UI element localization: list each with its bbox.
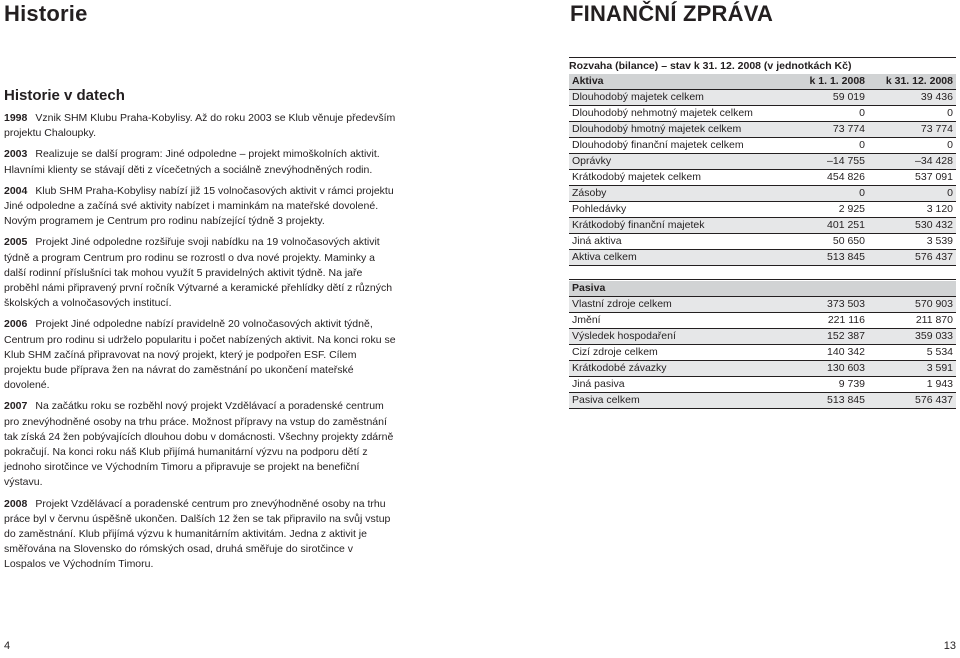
assets-row [569, 202, 956, 218]
assets-value-start: 2 925 [780, 202, 868, 218]
assets-value-start: –14 755 [780, 154, 868, 170]
assets-header-label: Aktiva [569, 74, 780, 90]
timeline-entry [4, 317, 396, 393]
assets-row-label: Dlouhodobý nehmotný majetek celkem [569, 106, 780, 122]
balance-sheet-title: Rozvaha (bilance) – stav k 31. 12. 2008 (v jednotkách Kč) [569, 57, 956, 74]
assets-row [569, 218, 956, 234]
assets-row-label: Aktiva celkem [569, 250, 780, 266]
assets-header-col1: k 1. 1. 2008 [780, 74, 868, 90]
assets-header-col2: k 31. 12. 2008 [868, 74, 956, 90]
assets-row [569, 170, 956, 186]
liabilities-row-label: Výsledek hospodaření [569, 329, 780, 345]
assets-row [569, 154, 956, 170]
assets-row-label: Zásoby [569, 186, 780, 202]
assets-value-start: 401 251 [780, 218, 868, 234]
entry-text: Projekt Jiné odpoledne rozšiřuje svoji nabídku na 19 volnočasových aktivit týdně a program Centrum pro rodinu se rozrostl o dva nové projekty. Maminky a další rodinní příslušníci tak mohou využít 5 pravidelných aktivit týdně. Na jaře proběhl námi připravený první ročník Výtvarné a keramické přehlídky dětí z různých školských a volnočasových institucí. [4, 236, 393, 310]
liabilities-value-start: 221 116 [780, 313, 868, 329]
assets-value-end: 39 436 [868, 90, 956, 106]
assets-value-end: 73 774 [868, 122, 956, 138]
assets-row [569, 122, 956, 138]
assets-row-label: Krátkodobý finanční majetek [569, 218, 780, 234]
liabilities-row [569, 345, 956, 361]
assets-row-label: Pohledávky [569, 202, 780, 218]
assets-row-label: Oprávky [569, 154, 780, 170]
assets-value-start: 50 650 [780, 234, 868, 250]
assets-value-end: –34 428 [868, 154, 956, 170]
assets-value-end: 0 [868, 138, 956, 154]
assets-value-start: 0 [780, 138, 868, 154]
liabilities-value-start: 130 603 [780, 361, 868, 377]
entry-year: 2006 [4, 318, 28, 331]
timeline-entry [4, 184, 396, 230]
liabilities-value-start: 373 503 [780, 297, 868, 313]
liabilities-row [569, 313, 956, 329]
entry-year: 2005 [4, 236, 28, 249]
entry-text: Klub SHM Praha-Kobylisy nabízí již 15 volnočasových aktivit v rámci projektu Jiné odpoledne a začíná své aktivity nabízet i maminkám na mateřské dovolené. Novým programem je Centrum pro rodinu nabízející týdně 3 projekty. [4, 184, 394, 228]
liabilities-value-end: 576 437 [868, 393, 956, 409]
liabilities-divider [569, 279, 956, 280]
liabilities-value-start: 152 387 [780, 329, 868, 345]
liabilities-header-label: Pasiva [569, 281, 956, 297]
liabilities-header-row [569, 281, 956, 297]
entry-year: 1998 [4, 112, 28, 124]
section-heading: Historie v datech [4, 87, 125, 104]
entry-year: 2004 [4, 184, 28, 197]
assets-row [569, 138, 956, 154]
assets-value-end: 576 437 [868, 250, 956, 266]
assets-value-start: 73 774 [780, 122, 868, 138]
assets-row [569, 90, 956, 106]
liabilities-value-start: 140 342 [780, 345, 868, 361]
assets-value-end: 0 [868, 186, 956, 202]
liabilities-value-end: 359 033 [868, 329, 956, 345]
liabilities-row-label: Vlastní zdroje celkem [569, 297, 780, 313]
assets-value-end: 537 091 [868, 170, 956, 186]
liabilities-value-end: 3 591 [868, 361, 956, 377]
assets-value-start: 59 019 [780, 90, 868, 106]
history-timeline [4, 111, 396, 579]
liabilities-value-end: 211 870 [868, 313, 956, 329]
page-title-financni-zprava: FINANČNÍ ZPRÁVA [570, 1, 774, 26]
entry-text: Projekt Vzdělávací a poradenské centrum pro znevýhodněné osoby na trhu práce byl v červnu úspěšně ukončen. Dalších 12 žen se tak připravilo na svůj vstup do zaměstnání. Klub přijímá výzvu k humanitárním aktivitám. Jedna z aktivit je směřována na Slovensko do rómských osad, druhá směřuje do sirotčince v Lospalos ve Východním Timoru. [4, 497, 391, 571]
entry-year: 2007 [4, 400, 28, 413]
page-number-right: 13 [943, 640, 956, 652]
assets-value-end: 3 539 [868, 234, 956, 250]
assets-row-label: Dlouhodobý majetek celkem [569, 90, 780, 106]
assets-value-start: 454 826 [780, 170, 868, 186]
liabilities-row [569, 377, 956, 393]
liabilities-row-label: Jiná pasiva [569, 377, 780, 393]
timeline-entry [4, 111, 396, 141]
right-header-band [480, 0, 960, 30]
assets-table [569, 74, 956, 266]
entry-year: 2003 [4, 148, 28, 161]
liabilities-value-end: 570 903 [868, 297, 956, 313]
timeline-entry [4, 147, 396, 177]
liabilities-row [569, 297, 956, 313]
liabilities-value-start: 513 845 [780, 393, 868, 409]
entry-text: Na začátku roku se rozběhl nový projekt Vzdělávací a poradenské centrum pro znevýhodněné osoby na trhu práce. Možnost přípravy na vstup do zaměstnání tak získá 24 žen pobývajících dlouhou dobu v domácnosti. Všechny projekty zdárně pokračují. Na konci roku náš Klub přijímá humanitární výzvu na podporu dětí z jednoho sirotčince ve Východním Timoru a připravuje se projekt na benefiční výstavu. [4, 400, 394, 489]
assets-value-end: 0 [868, 106, 956, 122]
liabilities-row [569, 329, 956, 345]
assets-header-row [569, 74, 956, 90]
entry-text: Vznik SHM Klubu Praha-Kobylisy. Až do roku 2003 se Klub věnuje především projektu Chaloupky. [4, 112, 396, 140]
assets-value-start: 0 [780, 186, 868, 202]
assets-value-end: 530 432 [868, 218, 956, 234]
page-title-historie: Historie [4, 1, 88, 26]
assets-row-label: Krátkodobý majetek celkem [569, 170, 780, 186]
page-number-left: 4 [4, 640, 11, 652]
assets-row-label: Jiná aktiva [569, 234, 780, 250]
entry-text: Projekt Jiné odpoledne nabízí pravidelně 20 volnočasových aktivit týdně, Centrum pro rodinu si udrželo popularitu i počet nabízených aktivit. Na konci roku se Klub SHM začíná připravovat na nový projekt, který je podpořen ESF. Cílem projektu bude příprava žen na návrat do zaměstnání po ukončení mateřské dovolené. [4, 318, 396, 392]
liabilities-row-label: Pasiva celkem [569, 393, 780, 409]
liabilities-row [569, 393, 956, 409]
liabilities-row [569, 361, 956, 377]
liabilities-table [569, 281, 956, 409]
liabilities-row-label: Jmění [569, 313, 780, 329]
liabilities-value-end: 5 534 [868, 345, 956, 361]
assets-value-start: 513 845 [780, 250, 868, 266]
timeline-entry [4, 235, 396, 311]
assets-row [569, 250, 956, 266]
assets-row-label: Dlouhodobý hmotný majetek celkem [569, 122, 780, 138]
liabilities-row-label: Krátkodobé závazky [569, 361, 780, 377]
entry-year: 2008 [4, 497, 28, 510]
liabilities-value-start: 9 739 [780, 377, 868, 393]
assets-row [569, 106, 956, 122]
liabilities-row-label: Cizí zdroje celkem [569, 345, 780, 361]
liabilities-value-end: 1 943 [868, 377, 956, 393]
assets-value-start: 0 [780, 106, 868, 122]
right-page [480, 0, 960, 658]
assets-row [569, 186, 956, 202]
timeline-entry [4, 497, 396, 573]
left-header-band [0, 0, 480, 30]
entry-text: Realizuje se další program: Jiné odpoledne – projekt mimoškolních aktivit. Hlavními klienty se stávají děti z vícečetných a sociálně znevýhodněných rodin. [4, 148, 380, 176]
timeline-entry [4, 399, 396, 490]
assets-row-label: Dlouhodobý finanční majetek celkem [569, 138, 780, 154]
assets-value-end: 3 120 [868, 202, 956, 218]
assets-row [569, 234, 956, 250]
